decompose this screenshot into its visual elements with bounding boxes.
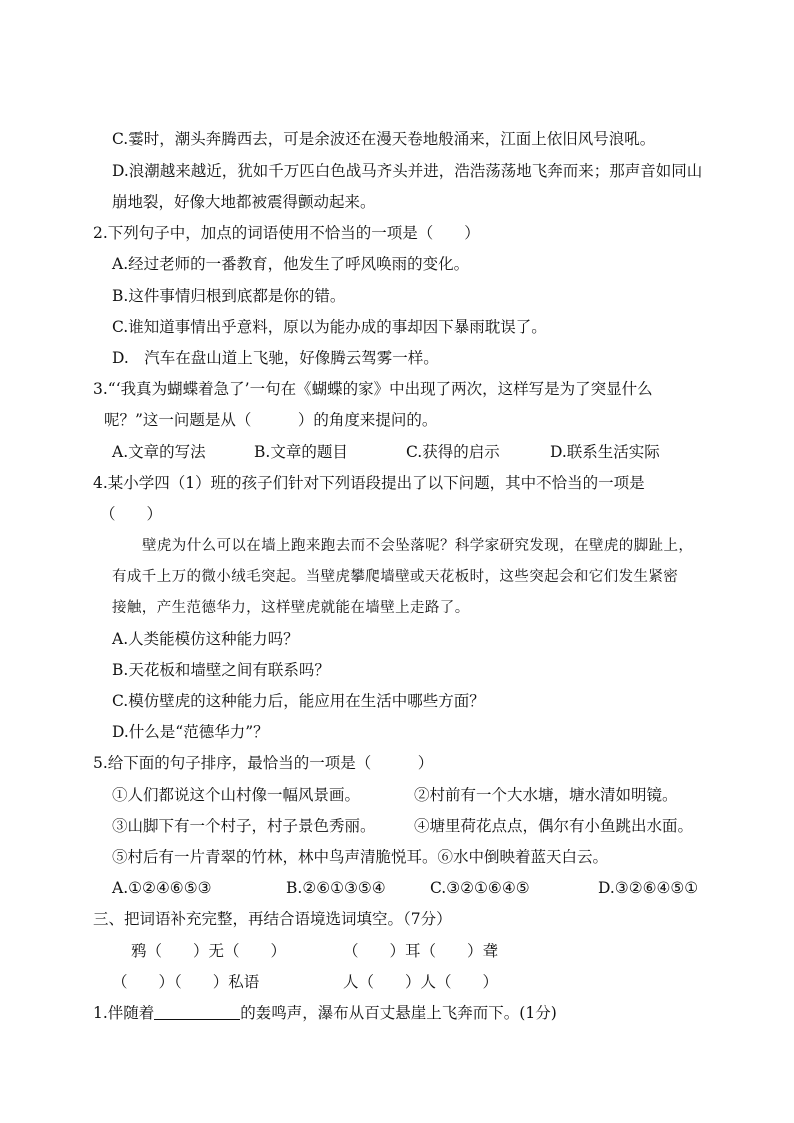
q5-sentence-3: ③山脚下有一个村子，村子景色秀丽。 (112, 817, 376, 835)
q5-sentence-4: ④塘里荷花点点，偶尔有小鱼跳出水面。 (414, 817, 694, 835)
idiom-4: 人（ ）人（ ） (343, 973, 499, 991)
q3-option-c: C.获得的启示 (406, 443, 500, 461)
idiom-1: 鸦（ ）无（ ） (131, 942, 287, 960)
q3-stem-line1: 3.“‘我真为蝴蝶着急了’一句在《蝴蝶的家》中出现了两次，这样写是为了突显什么 (93, 380, 653, 398)
q4-option-b: B.天花板和墙壁之间有联系吗？ (112, 661, 330, 679)
q2-stem: 2.下列句子中，加点的词语使用不恰当的一项是（ ） (93, 224, 480, 242)
q5-option-a: A.①②④⑥⑤③ (112, 879, 212, 897)
q4-option-a: A.人类能模仿这种能力吗？ (112, 630, 299, 648)
q4-passage-line2: 有成千上万的微小绒毛突起。当壁虎攀爬墙壁或天花板时，这些突起会和它们发生紧密 (112, 569, 679, 585)
q4-stem: 4.某小学四（1）班的孩子们针对下列语段提出了以下问题，其中不恰当的一项是 (93, 474, 645, 492)
q1-option-d-line2: 崩地裂，好像大地都被震得颤动起来。 (112, 193, 376, 211)
section-3-q1-before: 1.伴随着 (93, 1004, 155, 1022)
section-3-q1-after: 的轰鸣声，瀑布从百丈悬崖上飞奔而下。(1分) (240, 1004, 557, 1022)
q2-option-a: A.经过老师的一番教育，他发生了呼风唤雨的变化。 (112, 255, 470, 273)
section-3-title: 三、把词语补充完整，再结合语境选词填空。（7分） (93, 910, 452, 928)
fill-in-blank[interactable] (154, 1003, 240, 1020)
q4-option-d: D.什么是“范德华力”？ (112, 723, 269, 741)
q3-option-a: A.文章的写法 (112, 443, 206, 461)
q5-sentence-2: ②村前有一个大水塘，塘水清如明镜。 (414, 786, 678, 804)
q5-option-b: B.②⑥①③⑤④ (286, 879, 386, 897)
q3-stem-line2: 呢？”这一问题是从（ ）的角度来提问的。 (104, 411, 438, 429)
q5-option-d: D.③②⑥④⑤① (598, 879, 699, 897)
q3-option-d: D.联系生活实际 (550, 443, 660, 461)
q1-option-d-line1: D.浪潮越来越近，犹如千万匹白色战马齐头并进，浩浩荡荡地飞奔而来；那声音如同山 (112, 162, 703, 180)
q5-sentence-1: ①人们都说这个山村像一幅风景画。 (112, 786, 361, 804)
q5-stem: 5.给下面的句子排序，最恰当的一项是（ ） (93, 754, 434, 772)
section-3-q1 (93, 1002, 557, 1024)
q4-answer-paren: （ ） (100, 505, 163, 523)
idiom-2: （ ）耳（ ）聋 (343, 942, 499, 960)
q5-sentence-5-6: ⑤村后有一片青翠的竹林，林中鸟声清脆悦耳。⑥水中倒映着蓝天白云。 (112, 848, 609, 866)
q4-option-c: C.模仿壁虎的这种能力后，能应用在生活中哪些方面？ (112, 692, 485, 710)
q4-passage-line1: 壁虎为什么可以在墙上跑来跑去而不会坠落呢？科学家研究发现，在壁虎的脚趾上， (142, 538, 694, 554)
q2-option-d: D. 汽车在盘山道上飞驰，好像腾云驾雾一样。 (112, 349, 439, 367)
q2-option-b: B.这件事情归根到底都是你的错。 (112, 287, 346, 305)
q4-passage-line3: 接触，产生范德华力，这样壁虎就能在墙壁上走路了。 (112, 600, 470, 616)
q2-option-c: C.谁知道事情出乎意料，原以为能办成的事却因下暴雨耽误了。 (112, 318, 547, 336)
q5-option-c: C.③②①⑥④⑤ (430, 879, 530, 897)
q3-option-b: B.文章的题目 (254, 443, 348, 461)
idiom-3: （ ）（ ）私语 (112, 973, 260, 991)
q1-option-c: C.霎时，潮头奔腾西去，可是余波还在漫天卷地般涌来，江面上依旧风号浪吼。 (112, 130, 656, 148)
